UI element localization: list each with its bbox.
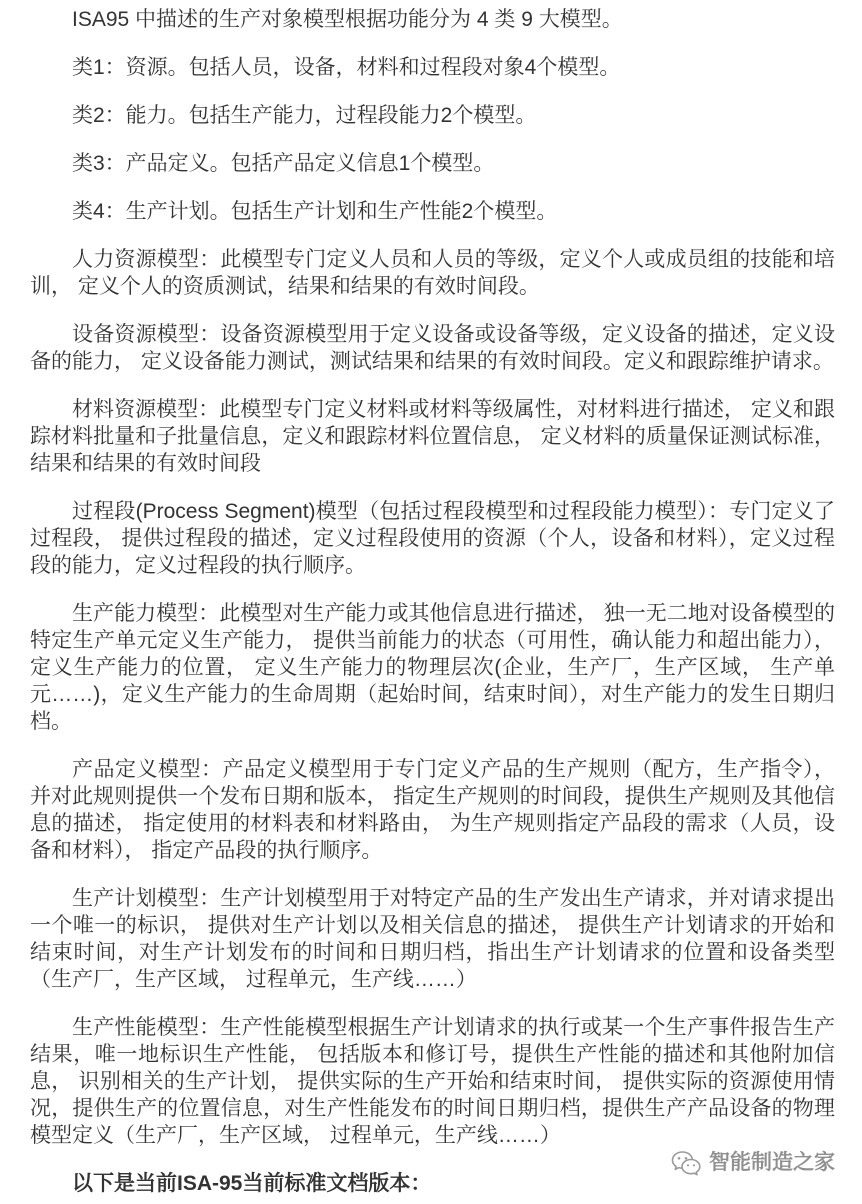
equipment-model-paragraph [30,321,835,375]
personnel-model-paragraph [30,246,835,300]
material-model-paragraph [30,396,835,477]
text-line: 元……)，定义生产能力的生命周期（起始时间，结束时间），对生产能力的发生日期归 [30,683,835,706]
text-line: （生产厂，生产区域， 过程单元，生产线……） [30,968,477,991]
text-line: 档。 [30,710,72,733]
production-performance-model-paragraph [30,1014,835,1149]
text-line: 并对此规则提供一个发布日期和版本， 指定生产规则的时间段，提供生产规则及其他信 [30,785,835,808]
text-line: 类2：能力。包括生产能力，过程段能力2个模型。 [72,104,537,127]
production-schedule-model-paragraph [30,885,835,993]
class-1-resources-paragraph [30,54,835,81]
class-2-capability-paragraph [30,102,835,129]
intro-paragraph [30,6,835,33]
text-line: 材料资源模型：此模型专门定义材料或材料等级属性，对材料进行描述， 定义和跟 [72,398,835,421]
text-line: 生产性能模型：生产性能模型根据生产计划请求的执行或某一个生产事件报告生产 [72,1016,835,1039]
class-4-production-schedule-paragraph [30,198,835,225]
text-line: 以下是当前ISA-95当前标准文档版本： [72,1172,432,1195]
text-line: 息， 识别相关的生产计划， 提供实际的生产开始和结束时间， 提供实际的资源使用情 [30,1070,835,1093]
text-line: 特定生产单元定义生产能力， 提供当前能力的状态（可用性，确认能力和超出能力）， [30,629,835,652]
text-line: 类4：生产计划。包括生产计划和生产性能2个模型。 [72,200,558,223]
text-line: 生产能力模型：此模型对生产能力或其他信息进行描述， 独一无二地对设备模型的 [72,602,835,625]
text-line: 结果和结果的有效时间段 [30,452,261,475]
text-line: 生产计划模型：生产计划模型用于对特定产品的生产发出生产请求，并对请求提出 [72,887,835,910]
text-line: 产品定义模型：产品定义模型用于专门定义产品的生产规则（配方，生产指令）， [72,758,835,781]
article-body [30,6,835,1197]
text-line: 踪材料批量和子批量信息，定义和跟踪材料位置信息， 定义材料的质量保证测试标准， [30,425,835,448]
text-line: 过程段(Process Segment)模型（包括过程段模型和过程段能力模型）：专门定义了 [72,500,835,523]
class-3-product-definition-paragraph [30,150,835,177]
text-line: 结束时间，对生产计划发布的时间和日期归档，指出生产计划请求的位置和设备类型 [30,941,835,964]
production-capability-model-paragraph [30,600,835,735]
text-line: 一个唯一的标识， 提供对生产计划以及相关信息的描述， 提供生产计划请求的开始和 [30,914,835,937]
wechat-icon [671,1150,701,1176]
text-line: 模型定义（生产厂，生产区域， 过程单元，生产线……） [30,1124,561,1147]
text-line: ISA95 中描述的生产对象模型根据功能分为 4 类 9 大模型。 [72,8,623,31]
text-line: 段的能力，定义过程段的执行顺序。 [30,554,366,577]
text-line: 类1：资源。包括人员，设备，材料和过程段对象4个模型。 [72,56,621,79]
text-line: 结果，唯一地标识生产性能， 包括版本和修订号，提供生产性能的描述和其他附加信 [30,1043,835,1066]
text-line: 过程段， 提供过程段的描述，定义过程段使用的资源（个人，设备和材料），定义过程 [30,527,835,550]
text-line: 类3：产品定义。包括产品定义信息1个模型。 [72,152,495,175]
text-line: 人力资源模型：此模型专门定义人员和人员的等级，定义个人或成员组的技能和培 [72,248,835,271]
process-segment-model-paragraph [30,498,835,579]
watermark-text: 智能制造之家 [709,1151,835,1174]
text-line: 设备资源模型：设备资源模型用于定义设备或设备等级，定义设备的描述，定义设 [72,323,835,346]
text-line: 备的能力， 定义设备能力测试，测试结果和结果的有效时间段。定义和跟踪维护请求。 [30,350,834,373]
text-line: 息的描述， 指定使用的材料表和材料路由， 为生产规则指定产品段的需求（人员，设 [30,812,835,835]
text-line: 备和材料）， 指定产品段的执行顺序。 [30,839,383,862]
text-line: 况，提供生产的位置信息，对生产性能发布的时间日期归档，提供生产产品设备的物理 [30,1097,835,1120]
text-line: 定义生产能力的位置， 定义生产能力的物理层次(企业，生产厂，生产区域， 生产单 [30,656,835,679]
product-definition-model-paragraph [30,756,835,864]
text-line: 训， 定义个人的资质测试，结果和结果的有效时间段。 [30,275,540,298]
watermark [671,1149,835,1177]
